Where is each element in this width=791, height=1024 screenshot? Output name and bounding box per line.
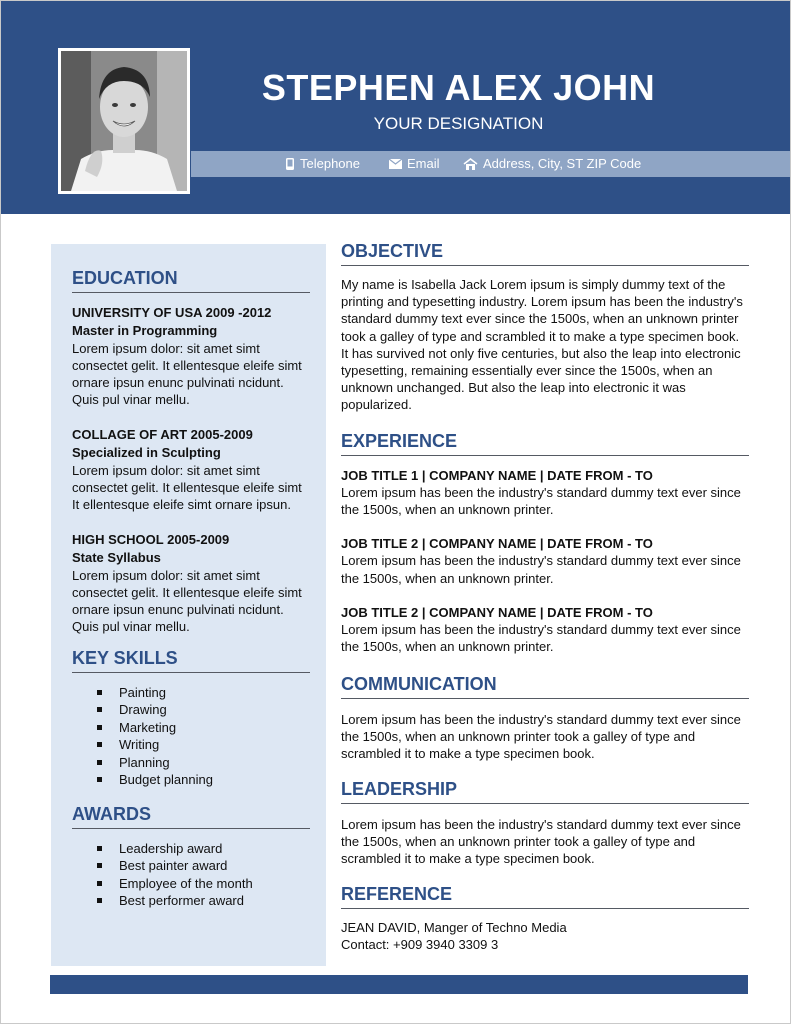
footer-bar <box>50 975 748 994</box>
education-description: Lorem ipsum dolor: sit amet simt consectet gelit. It ellentesque eleife simt It ellentesque eleife simt ornare ipsun. <box>72 463 302 512</box>
education-title: HIGH SCHOOL 2005-2009 <box>72 532 230 547</box>
job-item <box>341 604 749 655</box>
email-label: Email <box>407 156 440 171</box>
education-subtitle: Specialized in Sculpting <box>72 445 221 460</box>
candidate-name: STEPHEN ALEX JOHN <box>261 67 656 108</box>
leadership-text: Lorem ipsum has been the industry's standard dummy text ever since the 1500s, when an unknown printer took a galley of type and scrambled it to make a type specimen book. <box>341 817 741 867</box>
phone-icon <box>285 158 295 170</box>
skill-item: Drawing <box>97 701 310 718</box>
job-description: Lorem ipsum has been the industry's standard dummy text ever since the 1500s, when an unknown printer. <box>341 485 741 518</box>
award-item: Employee of the month <box>97 875 310 892</box>
job-description: Lorem ipsum has been the industry's standard dummy text ever since the 1500s, when an unknown printer. <box>341 553 741 586</box>
contact-bar <box>191 151 791 177</box>
education-item <box>72 304 310 408</box>
leadership-section <box>341 779 749 868</box>
email-icon <box>389 158 402 169</box>
skill-item: Writing <box>97 736 310 753</box>
contact-address <box>463 156 641 171</box>
portrait-icon <box>61 51 187 191</box>
job-title: JOB TITLE 1 | COMPANY NAME | DATE FROM - TO <box>341 468 653 483</box>
job-item <box>341 467 749 518</box>
award-item: Leadership award <box>97 840 310 857</box>
education-title: UNIVERSITY OF USA 2009 -2012 <box>72 305 272 320</box>
address-icon <box>463 158 478 170</box>
leadership-heading: LEADERSHIP <box>341 779 749 804</box>
job-description: Lorem ipsum has been the industry's standard dummy text ever since the 1500s, when an unknown printer. <box>341 621 741 655</box>
objective-section <box>341 241 749 414</box>
education-description: Lorem ipsum dolor: sit amet simt consectet gelit. It ellentesque eleife simt ornare ipsun enunc pulvinati ncidunt. Quis pul vinar mellu. <box>72 341 302 407</box>
education-item <box>72 426 310 513</box>
education-subtitle: State Syllabus <box>72 550 161 565</box>
education-section <box>72 268 310 635</box>
profile-photo <box>61 51 187 191</box>
candidate-designation: YOUR DESIGNATION <box>373 114 544 133</box>
job-title: JOB TITLE 2 | COMPANY NAME | DATE FROM - TO <box>341 536 653 552</box>
telephone-label: Telephone <box>300 156 360 171</box>
skills-section <box>72 648 310 788</box>
reference-contact: Contact: +909 3940 3309 3 <box>341 937 499 953</box>
skill-item: Budget planning <box>97 771 310 788</box>
education-subtitle: Master in Programming <box>72 323 218 338</box>
education-title: COLLAGE OF ART 2005-2009 <box>72 427 253 442</box>
header-band <box>1 1 791 214</box>
skills-list <box>72 684 310 788</box>
education-heading: EDUCATION <box>72 268 310 293</box>
reference-section <box>341 884 749 953</box>
address-label: Address, City, ST ZIP Code <box>483 156 642 171</box>
education-item <box>72 531 310 635</box>
award-item: Best performer award <box>97 892 310 909</box>
objective-heading: OBJECTIVE <box>341 241 749 266</box>
skill-item: Planning <box>97 754 310 771</box>
profile-photo-frame <box>58 48 190 194</box>
experience-section <box>341 431 749 655</box>
objective-text: My name is Isabella Jack Lorem ipsum is simply dummy text of the printing and typesetting industry. Lorem ipsum has been the industry's standard dummy text ever since the 1500s, when an unknown printer took a galley of type and scrambled it to make a type specimen book. It has survived not only five centuries, but also the leap into electronic typesetting, remaining essentially ever since the 1500s, when an unknown unchanged. But also the leap into electronic it was popularized. <box>341 277 743 413</box>
award-item: Best painter award <box>97 857 310 874</box>
contact-email <box>389 156 440 171</box>
reference-heading: REFERENCE <box>341 884 749 909</box>
reference-text <box>341 919 749 953</box>
awards-section <box>72 804 310 910</box>
contact-telephone <box>285 156 360 171</box>
skill-item: Painting <box>97 684 310 701</box>
awards-heading: AWARDS <box>72 804 310 829</box>
education-description: Lorem ipsum dolor: sit amet simt consectet gelit. It ellentesque eleife simt ornare ipsun enunc pulvinati ncidunt. Quis pul vinar mellu. <box>72 568 302 634</box>
communication-heading: COMMUNICATION <box>341 674 749 699</box>
communication-section <box>341 674 749 763</box>
job-title: JOB TITLE 2 | COMPANY NAME | DATE FROM - TO <box>341 604 653 620</box>
communication-text: Lorem ipsum has been the industry's standard dummy text ever since the 1500s, when an unknown printer took a galley of type and scrambled it to make a type specimen book. <box>341 712 741 762</box>
skills-heading: KEY SKILLS <box>72 648 310 673</box>
experience-heading: EXPERIENCE <box>341 431 749 456</box>
reference-name: JEAN DAVID, Manger of Techno Media <box>341 920 567 935</box>
sidebar <box>51 244 326 966</box>
job-item <box>341 535 749 586</box>
awards-list <box>72 840 310 910</box>
skill-item: Marketing <box>97 719 310 736</box>
